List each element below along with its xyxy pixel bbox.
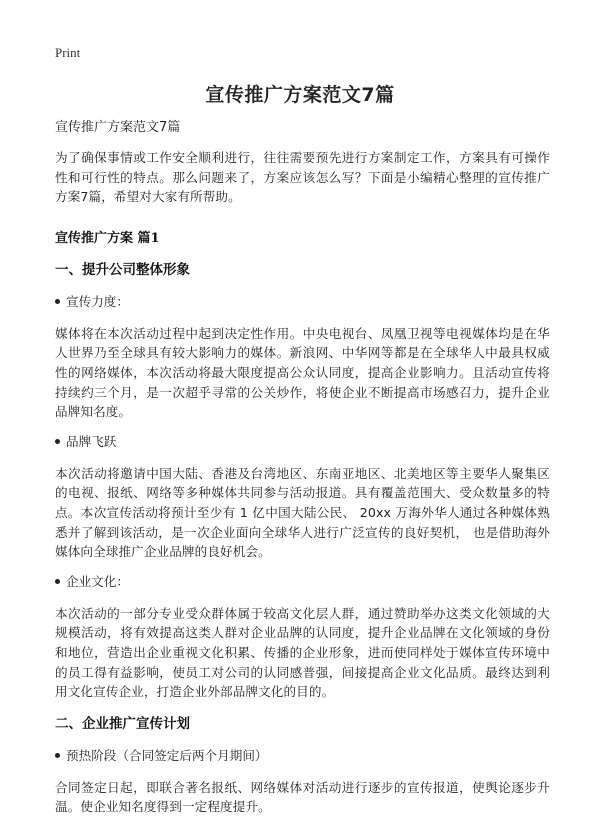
bullet-label: 预热阶段（合同签定后两个月期间） — [66, 747, 268, 763]
body-paragraph: 本次活动的一部分专业受众群体属于较高文化层人群，通过赞助举办这类文化领域的大规模活动，将有效提高这类人群对企业品牌的认同度，提升企业品牌在文化领域的身份和地位，营造出企业重视文化积累、传播的企业形象，进而使同样处于媒体宣传环境中的员工得有益影响，使员工对公司的认同感普强，间接提高企业文化品质。最终达到利用文化宣传企业，打造企业外部品牌文化的目的。 — [55, 605, 550, 700]
page-title: 宣传推广方案范文7篇 — [205, 84, 395, 106]
article-heading: 宣传推广方案 篇1 — [55, 230, 160, 246]
document-subtitle: 宣传推广方案范文7篇 — [55, 120, 181, 135]
bullet-label: 企业文化： — [66, 573, 129, 589]
section-heading-2: 二、企业推广宣传计划 — [55, 715, 190, 732]
bullet-item — [55, 432, 550, 452]
bullet-dot-icon — [55, 753, 60, 758]
bullet-label: 宣传力度： — [66, 293, 129, 309]
document-body — [55, 118, 550, 827]
bullet-dot-icon — [55, 299, 60, 304]
bullet-dot-icon — [55, 439, 60, 444]
bullet-dot-icon — [55, 579, 60, 584]
intro-paragraph: 为了确保事情或工作安全顺利进行，往往需要预先进行方案制定工作，方案具有可操作性和可行性的特点。那么问题来了，方案应该怎么写？下面是小编精心整理的宣传推广方案7篇，希望对大家有所帮助。 — [55, 150, 550, 205]
print-link[interactable]: Print — [55, 45, 81, 60]
section-heading-1: 一、提升公司整体形象 — [55, 261, 190, 278]
body-paragraph: 本次活动将邀请中国大陆、香港及台湾地区、东南亚地区、北美地区等主要华人聚集区的电视、报纸、网络等多种媒体共同参与活动报道。具有覆盖范围大、受众数量多的特点。本次宣传活动将预计至少有 1 亿中国大陆公民、 20xx 万海外华人通过各种媒体熟悉并了解到该活动，是一次企业面向全球华人进行广泛宣传的良好契机， 也是借助海外媒体向全球推广企业品牌的良好机会。 — [55, 465, 550, 560]
bullet-label: 品牌飞跃 — [66, 433, 117, 449]
bullet-item — [55, 572, 550, 592]
bullet-item — [55, 746, 550, 766]
bullet-item — [55, 292, 550, 312]
body-paragraph: 媒体将在本次活动过程中起到决定性作用。中央电视台、凤凰卫视等电视媒体均是在华人世界乃至全球具有较大影响力的媒体。新浪网、中华网等都是在全球华人中最具权威性的网络媒体，本次活动将最大限度提高公众认同度，提高企业影响力。且活动宣传将持续约三个月，是一次超乎寻常的公关炒作，将使企业不断提高市场感召力，提升企业品牌知名度。 — [55, 325, 550, 420]
body-paragraph: 合同签定日起，即联合著名报纸、网络媒体对活动进行逐步的宣传报道，使舆论逐步升温。使企业知名度得到一定程度提升。 — [55, 779, 550, 815]
